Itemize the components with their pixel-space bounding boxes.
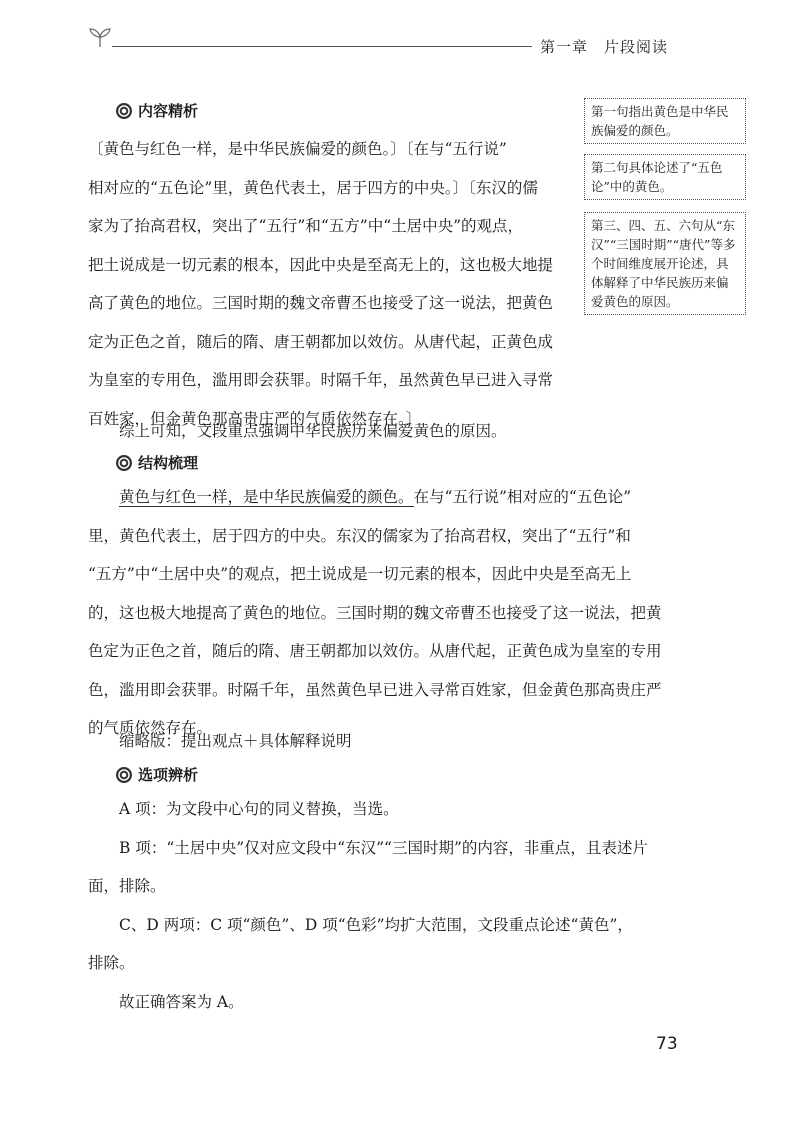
- analysis-line: 定为正色之首，随后的隋、唐王朝都加以效仿。从唐代起，正黄色成: [88, 332, 554, 351]
- analysis-line: 高了黄色的地位。三国时期的魏文帝曹丕也接受了这一说法，把黄色: [88, 294, 554, 312]
- options-heading: [116, 764, 198, 785]
- page-number: 73: [656, 1034, 678, 1054]
- analysis-passage: [88, 130, 588, 438]
- section-bullet-icon: [116, 103, 132, 119]
- options-passage: [88, 790, 708, 1021]
- topic-sentence: 黄色与红色一样，是中华民族偏爱的颜色。: [119, 488, 414, 506]
- analysis-heading-text: 内容精析: [138, 102, 199, 120]
- structure-line: 的，这也极大地提高了黄色的地位。三国时期的魏文帝曹丕也接受了这一说法，把黄: [88, 603, 662, 622]
- analysis-line: 〔黄色与红色一样，是中华民族偏爱的颜色。〕〔在与“五行说”: [88, 140, 507, 158]
- structure-line-first: [88, 478, 708, 517]
- structure-passage: [88, 478, 708, 748]
- condensed-summary: 缩略版：提出观点＋具体解释说明: [119, 732, 352, 750]
- option-cd-cont: 排除。: [88, 954, 135, 972]
- structure-line: 在与“五行说”相对应的“五色论”: [413, 488, 632, 506]
- side-note-2: 第二句具体论述了“五色论”中的黄色。: [584, 154, 746, 200]
- option-b: B 项：“土居中央”仅对应文段中“东汉”“三国时期”的内容，非重点，且表述片: [119, 838, 648, 857]
- chapter-title: 第一章 片段阅读: [540, 38, 669, 56]
- structure-heading-text: 结构梳理: [138, 454, 199, 472]
- option-a: A 项：为文段中心句的同义替换，当选。: [119, 800, 399, 818]
- analysis-line: 家为了抬高君权，突出了“五行”和“五方”中“土居中央”的观点，: [88, 217, 524, 235]
- structure-line: 的气质依然存在。: [88, 719, 213, 737]
- side-note-3: 第三、四、五、六句从“东汉”“三国时期”“唐代”等多个时间维度展开论述，具体解释了中华民族历来偏爱黄色的原因。: [584, 212, 746, 315]
- section-bullet-icon: [116, 455, 132, 471]
- analysis-heading: [116, 100, 198, 121]
- structure-heading: [116, 452, 198, 473]
- analysis-line: 为皇室的专用色，滥用即会获罪。时隔千年，虽然黄色早已进入寻常: [88, 371, 554, 389]
- analysis-line: 相对应的“五色论”里，黄色代表土，居于四方的中央。〕〔东汉的儒: [88, 178, 538, 197]
- structure-line: 色，滥用即会获罪。时隔千年，虽然黄色早已进入寻常百姓家，但金黄色那高贵庄严: [88, 680, 662, 699]
- side-note-1: 第一句指出黄色是中华民族偏爱的颜色。: [584, 98, 746, 144]
- option-b-cont: 面，排除。: [88, 877, 166, 895]
- options-heading-text: 选项辨析: [138, 766, 199, 784]
- structure-line: 色定为正色之首，随后的隋、唐王朝都加以效仿。从唐代起，正黄色成为皇室的专用: [88, 642, 662, 660]
- option-cd: C、D 两项：C 项“颜色”、D 项“色彩”均扩大范围，文段重点论述“黄色”，: [119, 915, 633, 934]
- analysis-line: 把土说成是一切元素的根本，因此中央是至高无上的，这也极大地提: [88, 255, 554, 274]
- structure-line: 里，黄色代表土，居于四方的中央。东汉的儒家为了抬高君权，突出了“五行”和: [88, 526, 631, 545]
- structure-line: “五方”中“土居中央”的观点，把土说成是一切元素的根本，因此中央是至高无上: [88, 565, 632, 583]
- analysis-line: 百姓家，但金黄色那高贵庄严的气质依然存在。〕: [88, 409, 422, 428]
- summary-text: 综上可知，文段重点强调中华民族历来偏爱黄色的原因。: [119, 422, 507, 440]
- sprout-icon: [88, 26, 112, 48]
- answer-line: 故正确答案为 A。: [119, 992, 244, 1011]
- section-bullet-icon: [116, 767, 132, 783]
- header-rule: [112, 46, 532, 47]
